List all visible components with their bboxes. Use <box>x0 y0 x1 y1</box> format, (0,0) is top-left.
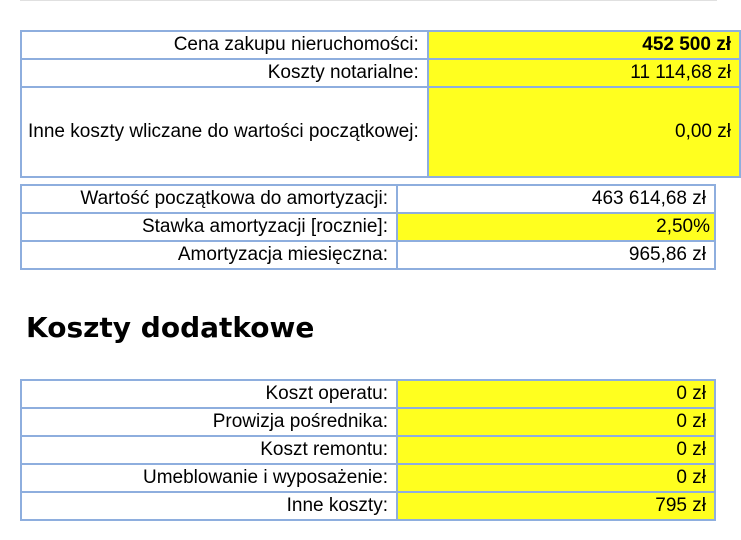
other-initial-costs-cell[interactable]: 0,00 zł <box>428 87 740 177</box>
table-row <box>21 241 715 269</box>
section-heading: Koszty dodatkowe <box>26 311 315 344</box>
table-row <box>21 492 715 520</box>
table-row <box>21 464 715 492</box>
table-row <box>21 380 715 408</box>
agent-commission-cell[interactable]: 0 zł <box>397 408 715 436</box>
agent-commission-label: Prowizja pośrednika: <box>21 408 397 436</box>
monthly-amortization-cell[interactable]: 965,86 zł <box>397 241 715 269</box>
appraisal-cost-cell[interactable]: 0 zł <box>397 380 715 408</box>
furnishing-label: Umeblowanie i wyposażenie: <box>21 464 397 492</box>
table-row <box>21 436 715 464</box>
initial-value-label: Wartość początkowa do amortyzacji: <box>21 185 397 213</box>
notary-costs-cell[interactable]: 11 114,68 zł <box>428 59 740 87</box>
purchase-price-cell[interactable]: 452 500 zł <box>428 31 740 59</box>
initial-value-cell[interactable]: 463 614,68 zł <box>397 185 715 213</box>
purchase-price-label: Cena zakupu nieruchomości: <box>21 31 428 59</box>
renovation-cost-label: Koszt remontu: <box>21 436 397 464</box>
other-costs-cell[interactable]: 795 zł <box>397 492 715 520</box>
table-row <box>21 213 715 241</box>
other-costs-label: Inne koszty: <box>21 492 397 520</box>
additional-costs-table <box>20 379 716 521</box>
notary-costs-label: Koszty notarialne: <box>21 59 428 87</box>
table-row <box>21 185 715 213</box>
furnishing-cell[interactable]: 0 zł <box>397 464 715 492</box>
amortization-rate-label: Stawka amortyzacji [rocznie]: <box>21 213 397 241</box>
appraisal-cost-label: Koszt operatu: <box>21 380 397 408</box>
renovation-cost-cell[interactable]: 0 zł <box>397 436 715 464</box>
property-cost-table <box>20 30 741 178</box>
table-row <box>21 59 740 87</box>
amortization-table <box>20 184 716 270</box>
top-divider <box>20 0 717 1</box>
table-row <box>21 31 740 59</box>
table-row <box>21 408 715 436</box>
other-initial-costs-label: Inne koszty wliczane do wartości początkowej: <box>21 87 428 177</box>
table-row <box>21 87 740 177</box>
monthly-amortization-label: Amortyzacja miesięczna: <box>21 241 397 269</box>
amortization-rate-cell[interactable]: 2,50% <box>397 213 715 241</box>
